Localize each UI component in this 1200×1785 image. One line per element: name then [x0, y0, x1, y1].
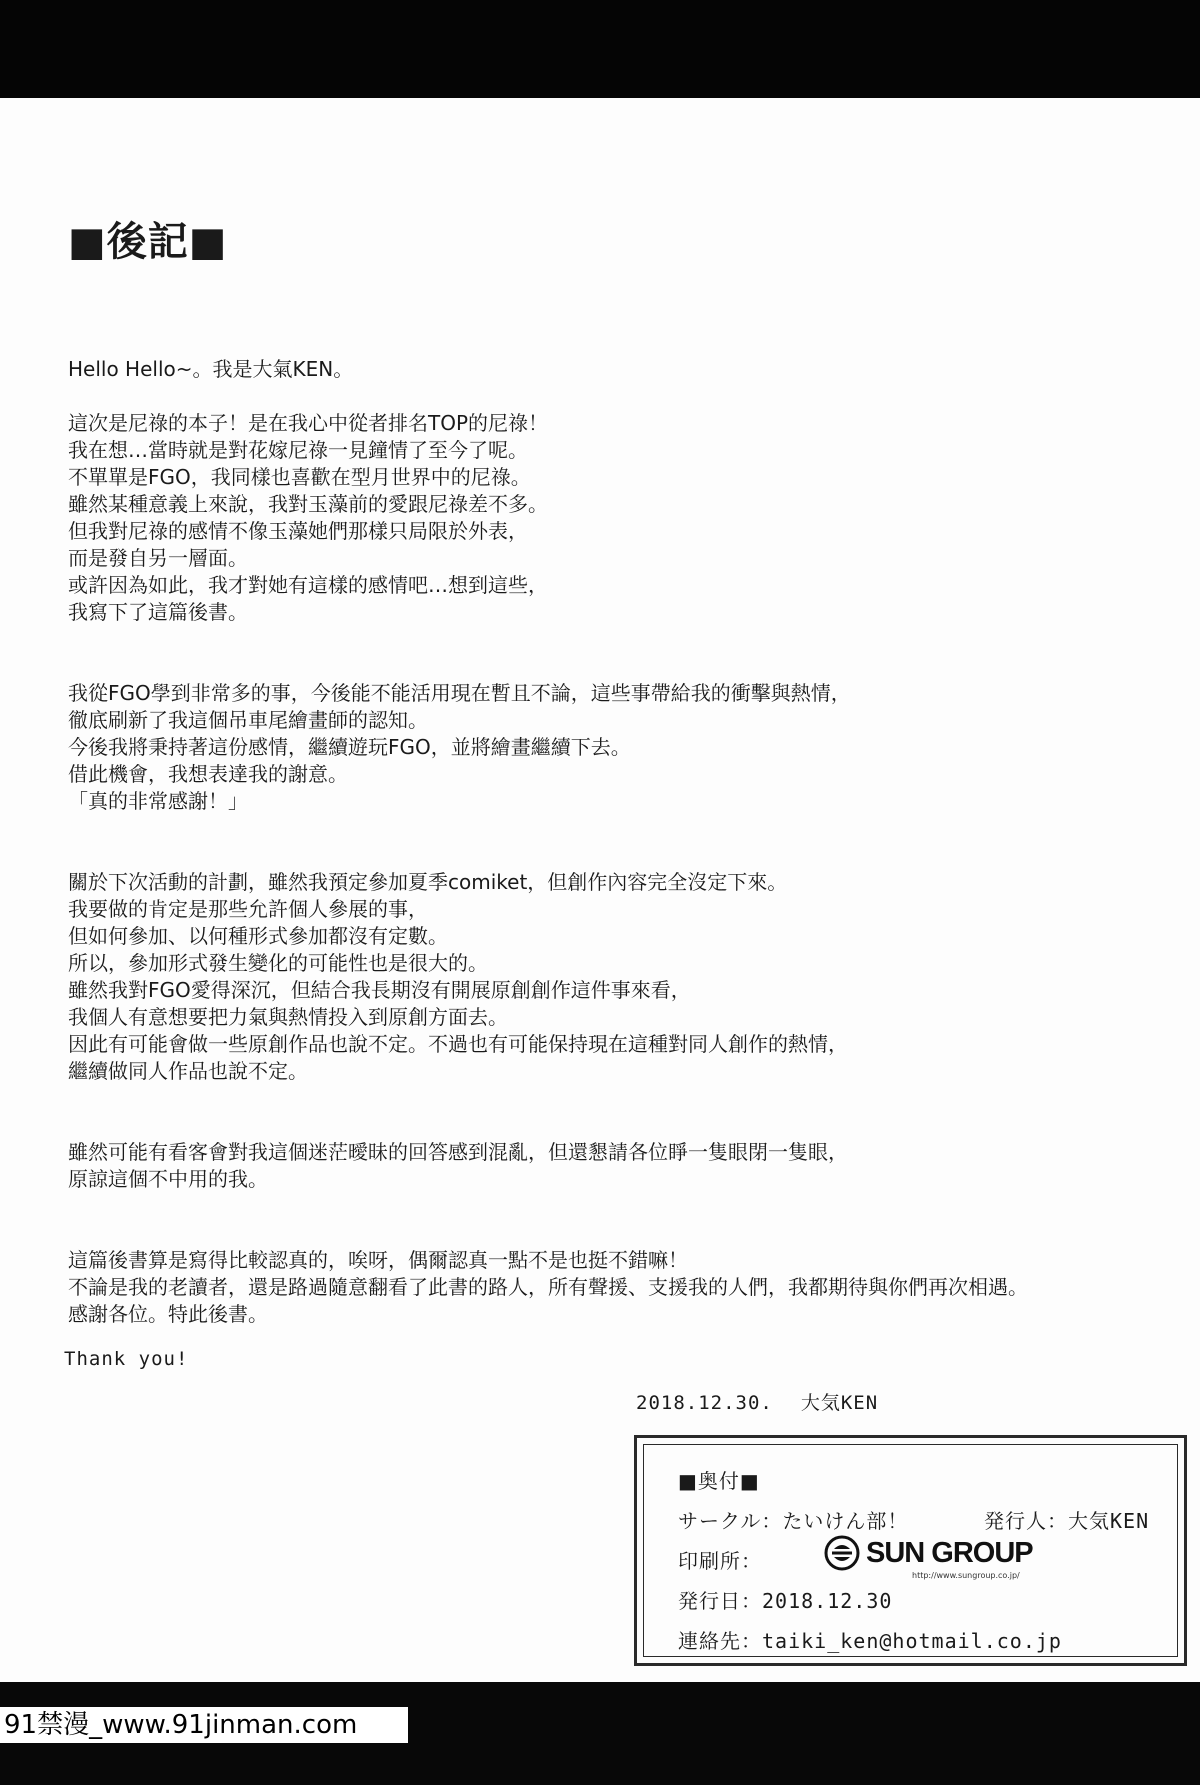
text-line: 「真的非常感謝！」: [68, 789, 248, 813]
text-line: 但如何參加、以何種形式參加都沒有定數。: [68, 924, 448, 948]
text-line: 雖然可能有看客會對我這個迷茫曖昧的回答感到混亂，但還懇請各位睜一隻眼閉一隻眼，: [68, 1140, 848, 1164]
paragraph: [68, 1139, 1178, 1193]
text-line: 但我對尼祿的感情不像玉藻她們那樣只局限於外表，: [68, 519, 528, 543]
text-line: 感謝各位。特此後書。: [68, 1302, 268, 1326]
text-line: 繼續做同人作品也說不定。: [68, 1059, 308, 1083]
colophon-publisher: 発行人：大気KEN: [984, 1509, 1150, 1533]
sun-group-logo: [824, 1535, 1034, 1579]
text-line: 而是發自另一層面。: [68, 546, 248, 570]
text-line: 或許因為如此，我才對她有這樣的感情吧…想到這些，: [68, 573, 548, 597]
text-line: 我在想…當時就是對花嫁尼祿一見鐘情了至今了呢。: [68, 438, 528, 462]
colophon-contact: 連絡先：taiki_ken@hotmail.co.jp: [678, 1629, 1062, 1653]
top-black-band: [0, 0, 1200, 98]
text-line: 不單單是FGO，我同樣也喜歡在型月世界中的尼祿。: [68, 465, 531, 489]
text-line: 我個人有意想要把力氣與熱情投入到原創方面去。: [68, 1005, 508, 1029]
paragraph: [68, 410, 1178, 626]
text-line: 徹底刷新了我這個吊車尾繪畫師的認知。: [68, 708, 428, 732]
colophon-circle: サークル：たいけん部！: [678, 1509, 909, 1533]
text-line: 我從FGO學到非常多的事，今後能不能活用現在暫且不論，這些事帶給我的衝擊與熱情，: [68, 681, 851, 705]
text-line: 我寫下了這篇後書。: [68, 600, 248, 624]
text-line: 關於下次活動的計劃，雖然我預定參加夏季comiket，但創作內容完全沒定下來。: [68, 870, 788, 894]
text-line: 這次是尼祿的本子！是在我心中從者排名TOP的尼祿！: [68, 411, 549, 435]
colophon-inner-border: [643, 1444, 1178, 1657]
signature: [636, 1388, 906, 1415]
signature-name: 大気KEN: [800, 1392, 879, 1414]
text-line: 借此機會，我想表達我的謝意。: [68, 762, 348, 786]
afterword-heading: ■後記■: [68, 219, 228, 265]
colophon-title: ■奥付■: [678, 1469, 760, 1493]
text-line: 今後我將秉持著這份感情，繼續遊玩FGO，並將繪畫繼續下去。: [68, 735, 631, 759]
text-line: 原諒這個不中用的我。: [68, 1167, 268, 1191]
text-line: 因此有可能會做一些原創作品也說不定。不過也有可能保持現在這種對同人創作的熱情，: [68, 1032, 848, 1056]
text-line: 雖然某種意義上來說，我對玉藻前的愛跟尼祿差不多。: [68, 492, 548, 516]
afterword-body: [68, 356, 1178, 1328]
site-watermark: 91禁漫_www.91jinman.com: [0, 1707, 408, 1743]
paragraph: [68, 869, 1178, 1085]
text-line: Hello Hello~。我是大氣KEN。: [68, 357, 354, 381]
text-line: 雖然我對FGO愛得深沉，但結合我長期沒有開展原創創作這件事來看，: [68, 978, 691, 1002]
sun-group-logo-text: SUN GROUP: [866, 1537, 1033, 1569]
signature-date: 2018.12.30.: [636, 1392, 773, 1414]
text-line: 不論是我的老讀者，還是路過隨意翻看了此書的路人，所有聲援、支援我的人們，我都期待與你們再次相遇。: [68, 1275, 1028, 1299]
paragraph: [68, 356, 1178, 383]
thank-you-note: Thank you!: [64, 1348, 189, 1370]
colophon-issue-date: 発行日：2018.12.30: [678, 1589, 893, 1613]
sun-group-icon: [824, 1535, 860, 1571]
sun-group-url: http://www.sungroup.co.jp/: [912, 1571, 1020, 1580]
paragraph: [68, 1247, 1178, 1328]
paragraph: [68, 680, 1178, 815]
text-line: 所以，參加形式發生變化的可能性也是很大的。: [68, 951, 488, 975]
colophon-printer-label: 印刷所：: [678, 1549, 762, 1573]
text-line: 這篇後書算是寫得比較認真的，唉呀，偶爾認真一點不是也挺不錯嘛！: [68, 1248, 688, 1272]
colophon-box: [634, 1435, 1187, 1666]
text-line: 我要做的肯定是那些允許個人參展的事，: [68, 897, 428, 921]
